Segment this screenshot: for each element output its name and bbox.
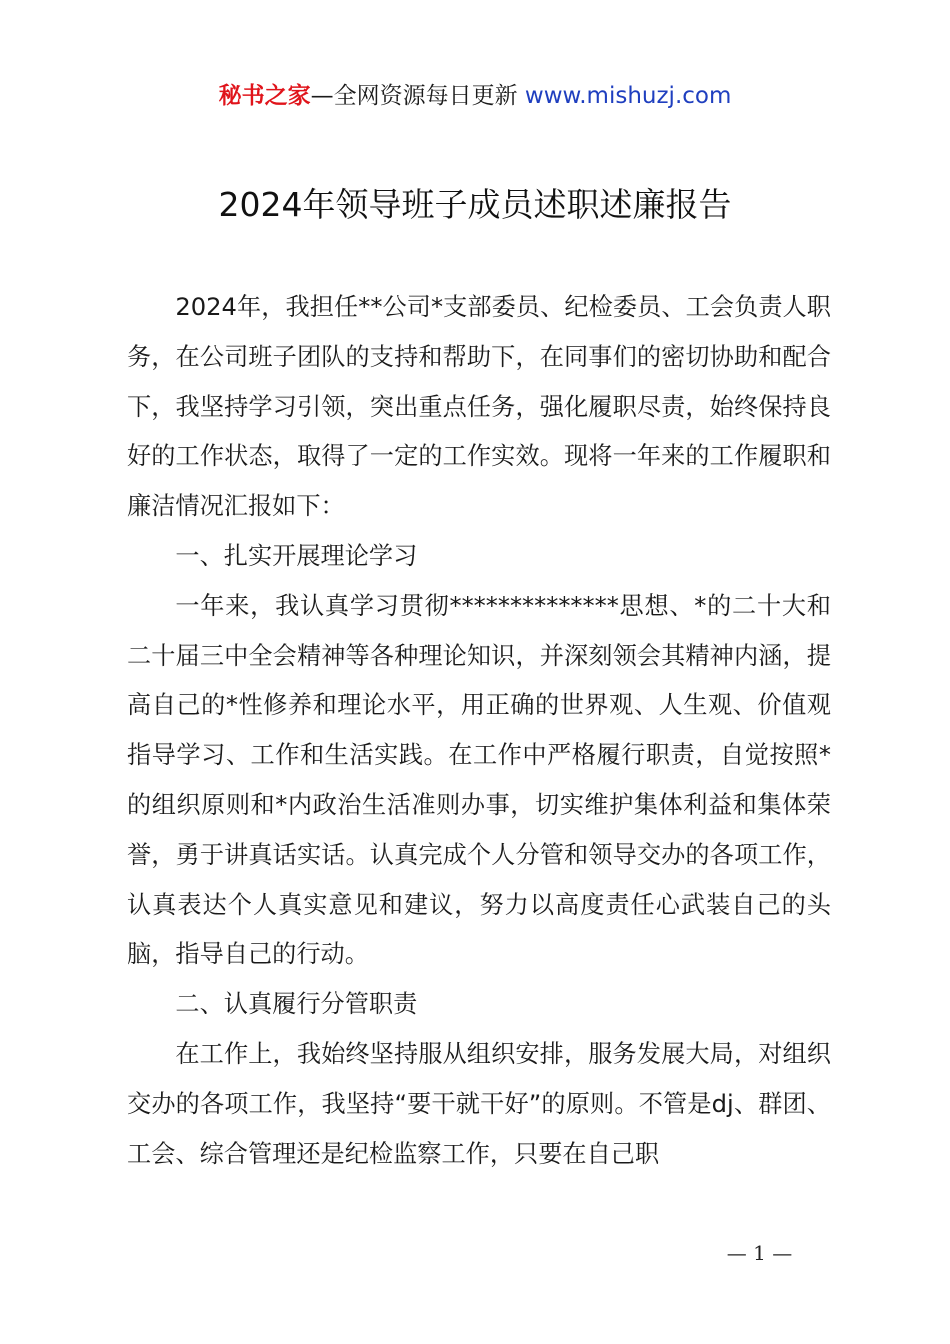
brand-name: 秘书之家	[218, 83, 311, 109]
section-heading-1: 一、扎实开展理论学习	[175, 541, 418, 570]
document-title: 2024年领导班子成员述职述廉报告	[218, 185, 732, 224]
banner-tagline: —全网资源每日更新	[310, 83, 518, 109]
site-url-link[interactable]: www.mishuzj.com	[524, 83, 732, 109]
page-number: — 1 —	[726, 1241, 793, 1265]
document-body	[127, 283, 831, 1179]
intro-paragraph: 2024年，我担任**公司*支部委员、纪检委员、工会负责人职务，在公司班子团队的支持和帮助下，在同事们的密切协助和配合下，我坚持学习引领，突出重点任务，强化履职尽责，始终保持良好的工作状态，取得了一定的工作实效。现将一年来的工作履职和廉洁情况汇报如下：	[127, 293, 831, 521]
section-2-paragraph: 在工作上，我始终坚持服从组织安排，服务发展大局，对组织交办的各项工作，我坚持“要干就干好”的原则。不管是dj、群团、工会、综合管理还是纪检监察工作，只要在自己职	[127, 1039, 831, 1168]
section-1-paragraph: 一年来，我认真学习贯彻**************思想、*的二十大和二十届三中全会精神等各种理论知识，并深刻领会其精神内涵，提高自己的*性修养和理论水平，用正确的世界观、人生观、价值观指导学习、工作和生活实践。在工作中严格履行职责，自觉按照*的组织原则和*内政治生活准则办事，切实维护集体利益和集体荣誉，勇于讲真话实话。认真完成个人分管和领导交办的各项工作，认真表达个人真实意见和建议，努力以高度责任心武装自己的头脑，指导自己的行动。	[127, 591, 831, 969]
site-banner	[0, 80, 950, 112]
section-heading-2: 二、认真履行分管职责	[175, 990, 418, 1019]
